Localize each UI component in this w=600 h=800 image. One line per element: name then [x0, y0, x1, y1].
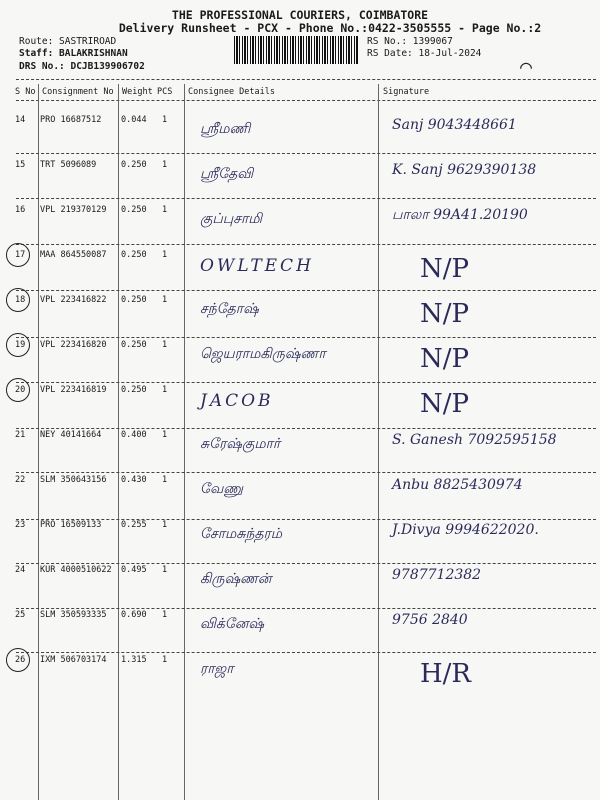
row-consignee-name: ஸ்ரீதேவி: [200, 166, 254, 182]
runsheet-subtitle: Delivery Runsheet - PCX - Phone No.:0422-3505555 - Page No.:2: [118, 21, 542, 35]
row-pcs: 1: [162, 565, 168, 575]
row-pcs: 1: [162, 205, 168, 215]
row-consignment-no: SLM 350593335: [40, 610, 107, 620]
row-signature: N/P: [420, 344, 470, 374]
row-consignment-no: MAA 864550087: [40, 250, 107, 260]
column-rule: [38, 84, 39, 800]
row-consignee-name: சோமசுந்தரம்: [200, 526, 283, 542]
row-signature: N/P: [420, 254, 470, 284]
row-consignee-name: சந்தோஷ்: [200, 301, 259, 317]
row-pcs: 1: [162, 115, 168, 125]
row-pcs: 1: [162, 295, 168, 305]
row-sno: 23: [15, 520, 26, 530]
row-sno: 26: [15, 655, 26, 665]
row-divider: [16, 652, 596, 653]
row-signature: H/R: [420, 659, 472, 689]
row-consignee-name: சுரேஷ்குமார்: [200, 436, 281, 452]
row-consignment-no: VPL 219370129: [40, 205, 107, 215]
column-rule: [184, 84, 185, 800]
row-divider: [16, 290, 596, 291]
row-consignee-name: JACOB: [200, 391, 274, 411]
row-weight: 0.255: [121, 520, 147, 530]
row-divider: [16, 563, 596, 564]
row-weight: 0.430: [121, 475, 147, 485]
sno-circle-mark: [6, 288, 30, 312]
row-pcs: 1: [162, 385, 168, 395]
row-signature: N/P: [420, 389, 470, 419]
row-weight: 0.250: [121, 205, 147, 215]
row-divider: [16, 153, 596, 154]
row-sno: 17: [15, 250, 26, 260]
row-consignee-name: கிருஷ்ணன்: [200, 571, 272, 587]
row-weight: 0.250: [121, 295, 147, 305]
row-weight: 0.250: [121, 340, 147, 350]
row-pcs: 1: [162, 610, 168, 620]
row-divider: [16, 244, 596, 245]
col-header-signature: Signature: [383, 87, 430, 97]
drs-number: DRS No.: DCJB139906702: [19, 61, 145, 72]
row-consignee-name: ராஜா: [200, 661, 234, 677]
row-consignment-no: SLM 350643156: [40, 475, 107, 485]
row-consignee-name: குப்புசாமி: [200, 211, 263, 227]
row-sno: 18: [15, 295, 26, 305]
row-signature: 9787712382: [392, 567, 482, 583]
row-signature: S. Ganesh 7092595158: [392, 432, 557, 448]
row-signature: J.Divya 9994622020.: [392, 522, 539, 538]
column-rule: [378, 84, 379, 800]
row-weight: 0.250: [121, 385, 147, 395]
sno-circle-mark: [6, 648, 30, 672]
row-weight: 0.400: [121, 430, 147, 440]
column-rule: [118, 84, 119, 800]
row-weight: 0.495: [121, 565, 147, 575]
row-sno: 14: [15, 115, 26, 125]
row-consignment-no: NEY 40141664: [40, 430, 102, 440]
header-divider-bottom: [16, 100, 596, 101]
row-pcs: 1: [162, 160, 168, 170]
header-divider-top: [16, 79, 596, 80]
row-signature: Sanj 9043448661: [392, 117, 517, 133]
row-consignment-no: PRO 16509133: [40, 520, 102, 530]
row-consignment-no: TRT 5096089: [40, 160, 97, 170]
row-pcs: 1: [162, 340, 168, 350]
col-header-details: Consignee Details: [188, 87, 275, 97]
row-sno: 16: [15, 205, 26, 215]
row-divider: [16, 519, 596, 520]
row-weight: 0.250: [121, 250, 147, 260]
row-signature: N/P: [420, 299, 470, 329]
row-sno: 24: [15, 565, 26, 575]
row-sno: 25: [15, 610, 26, 620]
row-consignment-no: IXM 506703174: [40, 655, 107, 665]
row-consignee-name: OWLTECH: [200, 256, 314, 276]
row-consignee-name: விக்னேஷ்: [200, 616, 265, 632]
row-divider: [16, 382, 596, 383]
barcode-image: [234, 36, 358, 64]
col-header-weight: Weight: [122, 87, 153, 97]
row-weight: 1.315: [121, 655, 147, 665]
rs-date: RS Date: 18-Jul-2024: [367, 48, 482, 59]
row-pcs: 1: [162, 475, 168, 485]
row-sno: 22: [15, 475, 26, 485]
col-header-pcs: PCS: [157, 87, 173, 97]
row-weight: 0.250: [121, 160, 147, 170]
row-signature: 9756 2840: [392, 612, 468, 628]
row-consignment-no: PRO 16687512: [40, 115, 102, 125]
row-divider: [16, 198, 596, 199]
row-pcs: 1: [162, 520, 168, 530]
col-header-consignment: Consignment No: [42, 87, 114, 97]
rs-number: RS No.: 1399067: [367, 36, 453, 47]
sno-circle-mark: [6, 333, 30, 357]
route-label: Route: SASTRIROAD: [19, 36, 117, 47]
row-pcs: 1: [162, 430, 168, 440]
row-sno: 15: [15, 160, 26, 170]
row-consignee-name: ஜெயராமகிருஷ்ணா: [200, 346, 326, 362]
row-consignee-name: ஸ்ரீமணி: [200, 121, 251, 137]
row-consignment-no: VPL 223416819: [40, 385, 107, 395]
row-sno: 19: [15, 340, 26, 350]
row-weight: 0.690: [121, 610, 147, 620]
row-divider: [16, 472, 596, 473]
row-signature: பாலா 99A41.20190: [392, 207, 528, 223]
col-header-sno: S No: [15, 87, 36, 97]
row-consignee-name: வேணு: [200, 481, 243, 497]
staff-label: Staff: BALAKRISHNAN: [19, 48, 128, 59]
row-divider: [16, 608, 596, 609]
row-consignment-no: VPL 223416820: [40, 340, 107, 350]
row-divider: [16, 337, 596, 338]
sno-circle-mark: [6, 378, 30, 402]
row-sno: 20: [15, 385, 26, 395]
row-consignment-no: KUR 4000510622: [40, 565, 112, 575]
sno-circle-mark: [6, 243, 30, 267]
row-pcs: 1: [162, 655, 168, 665]
row-sno: 21: [15, 430, 26, 440]
row-pcs: 1: [162, 250, 168, 260]
company-title: THE PROFESSIONAL COURIERS, COIMBATORE: [171, 8, 429, 22]
row-divider: [16, 428, 596, 429]
row-weight: 0.044: [121, 115, 147, 125]
row-consignment-no: VPL 223416822: [40, 295, 107, 305]
row-signature: Anbu 8825430974: [392, 477, 523, 493]
row-signature: K. Sanj 9629390138: [392, 162, 537, 178]
tick-mark-icon: ⌒: [520, 54, 533, 78]
